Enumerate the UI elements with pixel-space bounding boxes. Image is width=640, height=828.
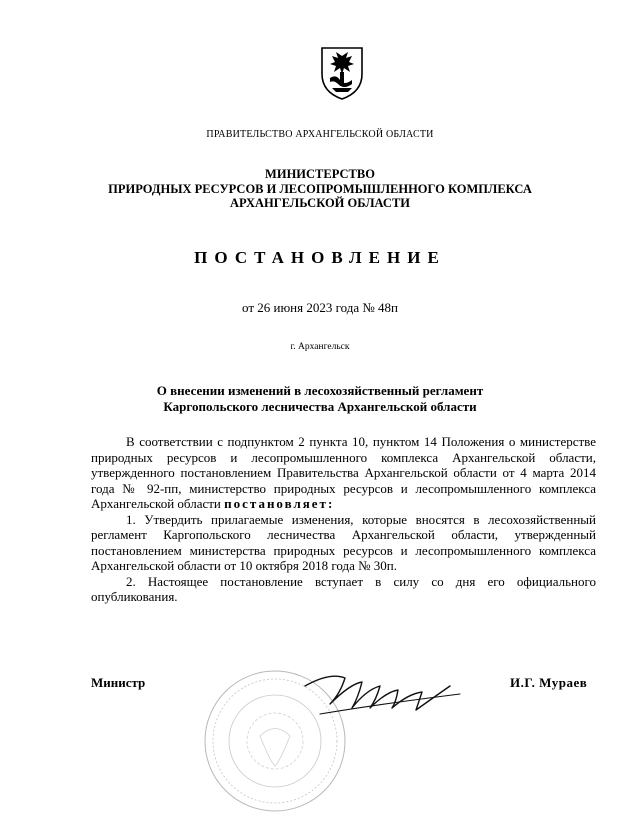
item-2-paragraph: 2. Настоящее постановление вступает в силу со дня его официального опубликования. [91, 573, 596, 604]
title-line: О внесении изменений в лесохозяйственный регламент [156, 383, 484, 398]
intro-paragraph [91, 434, 596, 512]
coat-of-arms-emblem [318, 44, 366, 102]
document-date-number: от 26 июня 2023 года № 48п [242, 300, 398, 315]
ministry-line: МИНИСТЕРСТВО [265, 167, 375, 181]
document-type: ПОСТАНОВЛЕНИЕ [194, 248, 446, 267]
title-line: Каргопольского лесничества Архангельской области [163, 399, 477, 414]
ministry-name [0, 167, 640, 211]
government-name: ПРАВИТЕЛЬСТВО АРХАНГЕЛЬСКОЙ ОБЛАСТИ [206, 129, 434, 140]
ministry-line: ПРИРОДНЫХ РЕСУРСОВ И ЛЕСОПРОМЫШЛЕННОГО КОМПЛЕКСА [108, 181, 532, 196]
document-body [91, 434, 596, 605]
document-city: г. Архангельск [290, 342, 350, 352]
document-title [0, 383, 640, 415]
item-1-paragraph: 1. Утвердить прилагаемые изменения, которые вносятся в лесохозяйственный регламент Каргопольского лесничества Архангельской области, утвержденный постановлением министерства природных ресурсов и лесопромышленного комплекса Архангельской области от 10 октября 2018 года № 30п. [91, 511, 596, 573]
signatory-name: И.Г. Мураев [510, 675, 588, 690]
intro-text: В соответствии с подпунктом 2 пункта 10, пунктом 14 Положения о министерстве природных ресурсов и лесопромышленного комплекса Архангельской области, утвержденного постановлением Правительства Архангельской области от 4 марта 2014 года № 92-пп, министерство природных ресурсов и лесопромышленного комплекса Архангельской области [91, 434, 596, 511]
decree-word: постановляет: [224, 496, 335, 511]
ministry-line: АРХАНГЕЛЬСКОЙ ОБЛАСТИ [230, 196, 410, 210]
handwritten-signature [300, 664, 470, 724]
signatory-position: Министр [91, 675, 146, 690]
